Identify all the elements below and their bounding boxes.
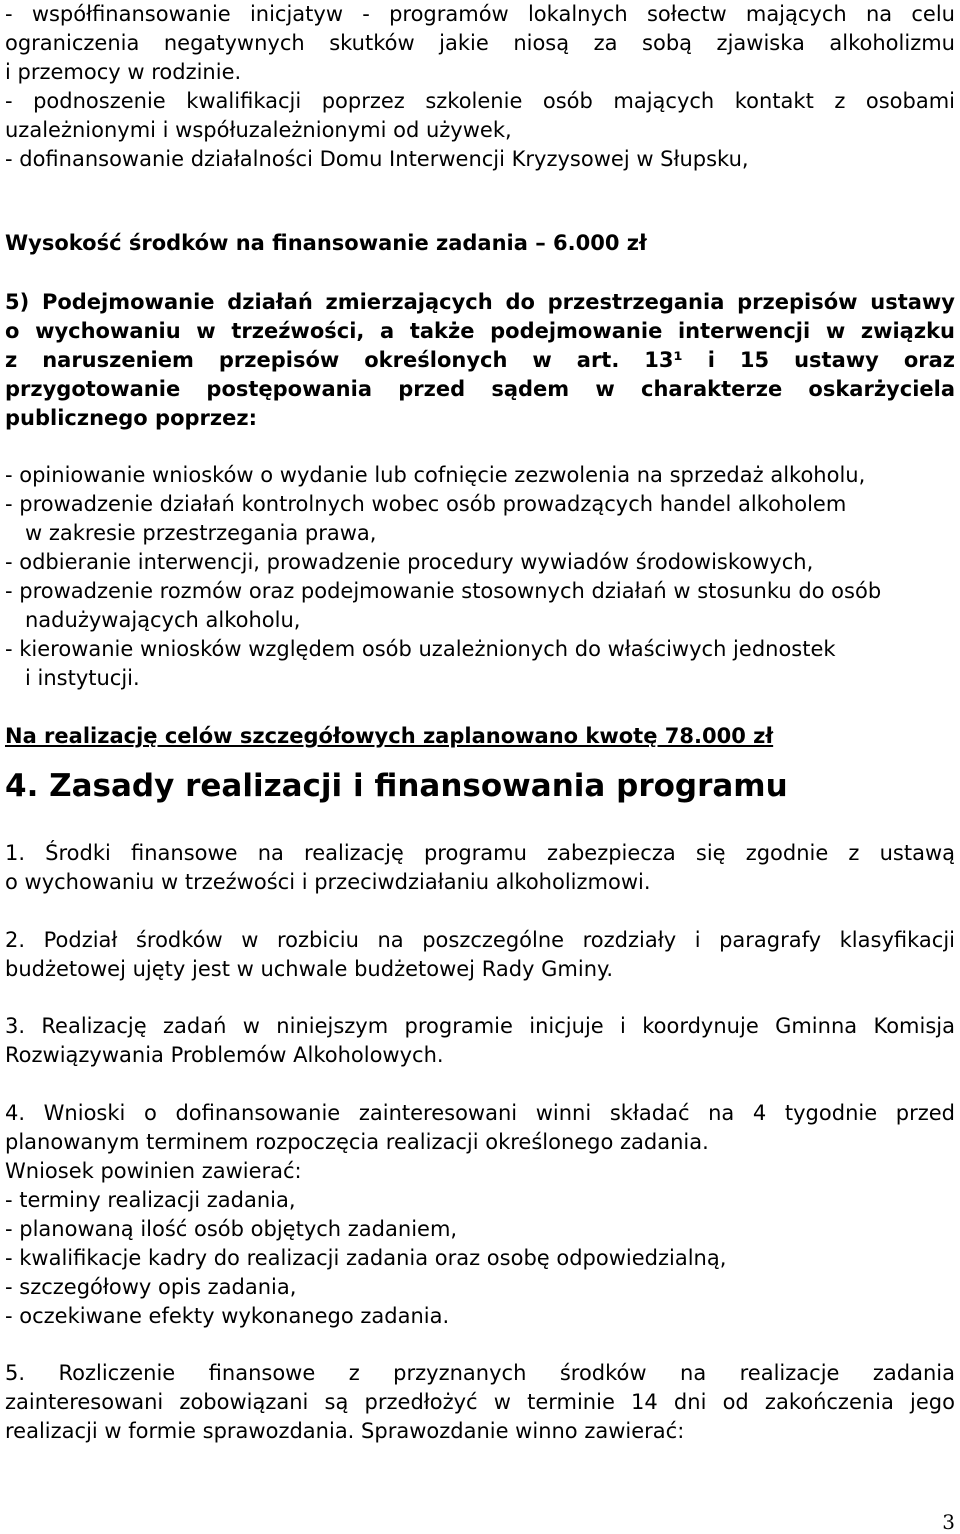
goals-amount: Na realizację celów szczegółowych zaplanowano kwotę 78.000 zł <box>5 724 774 748</box>
list-item: nadużywających alkoholu, <box>25 608 301 632</box>
text-line: - podnoszenie kwalifikacji poprzez szkolenie osób mających kontakt z osobami <box>5 89 955 113</box>
section-5-line: o wychowaniu w trzeźwości, a także podejmowanie interwencji w związku <box>5 319 955 343</box>
funding-amount: Wysokość środków na finansowanie zadania – 6.000 zł <box>5 231 647 255</box>
point-4-line: Wniosek powinien zawierać: <box>5 1159 302 1183</box>
point-5-line: zainteresowani zobowiązani są przedłożyć w terminie 14 dni od zakończenia jego <box>5 1390 955 1414</box>
point-2-line: 2. Podział środków w rozbiciu na poszczególne rozdziały i paragrafy klasyfikacji <box>5 928 955 952</box>
text-line: - dofinansowanie działalności Domu Interwencji Kryzysowej w Słupsku, <box>5 147 749 171</box>
point-4-line: - planowaną ilość osób objętych zadaniem, <box>5 1217 458 1241</box>
section-5-line: z naruszeniem przepisów określonych w art. 13¹ i 15 ustawy oraz <box>5 348 955 372</box>
point-1-line: o wychowaniu w trzeźwości i przeciwdziałaniu alkoholizmowi. <box>5 870 651 894</box>
point-4-line: - kwalifikacje kadry do realizacji zadania oraz osobę odpowiedzialną, <box>5 1246 727 1270</box>
page-number: 3 <box>942 1510 955 1534</box>
point-2-line: budżetowej ujęty jest w uchwale budżetowej Rady Gminy. <box>5 957 614 981</box>
list-item: - prowadzenie rozmów oraz podejmowanie stosownych działań w stosunku do osób <box>5 579 882 603</box>
point-5-line: realizacji w formie sprawozdania. Sprawozdanie winno zawierać: <box>5 1419 685 1443</box>
list-item: - kierowanie wniosków względem osób uzależnionych do właściwych jednostek <box>5 637 836 661</box>
list-item: - odbieranie interwencji, prowadzenie procedury wywiadów środowiskowych, <box>5 550 814 574</box>
point-3-line: 3. Realizację zadań w niniejszym programie inicjuje i koordynuje Gminna Komisja <box>5 1014 955 1038</box>
list-item: i instytucji. <box>25 666 140 690</box>
section-5-line: publicznego poprzez: <box>5 406 257 430</box>
point-4-line: - oczekiwane efekty wykonanego zadania. <box>5 1304 450 1328</box>
point-5-line: 5. Rozliczenie finansowe z przyznanych środków na realizacje zadania <box>5 1361 955 1385</box>
section-5-line: 5) Podejmowanie działań zmierzających do przestrzegania przepisów ustawy <box>5 290 955 314</box>
list-item: - opiniowanie wniosków o wydanie lub cofnięcie zezwolenia na sprzedaż alkoholu, <box>5 463 866 487</box>
list-item: w zakresie przestrzegania prawa, <box>25 521 377 545</box>
list-item: - prowadzenie działań kontrolnych wobec osób prowadzących handel alkoholem <box>5 492 847 516</box>
point-4-line: 4. Wnioski o dofinansowanie zainteresowani winni składać na 4 tygodnie przed <box>5 1101 955 1125</box>
text-line: uzależnionymi i współuzależnionymi od używek, <box>5 118 512 142</box>
point-4-line: - terminy realizacji zadania, <box>5 1188 296 1212</box>
point-4-line: - szczegółowy opis zadania, <box>5 1275 297 1299</box>
section-5-line: przygotowanie postępowania przed sądem w charakterze oskarżyciela <box>5 377 955 401</box>
point-4-line: planowanym terminem rozpoczęcia realizacji określonego zadania. <box>5 1130 709 1154</box>
text-line: i przemocy w rodzinie. <box>5 60 242 84</box>
point-3-line: Rozwiązywania Problemów Alkoholowych. <box>5 1043 444 1067</box>
text-line: - współfinansowanie inicjatyw - programów lokalnych sołectw mających na celu <box>5 2 955 26</box>
point-1-line: 1. Środki finansowe na realizację programu zabezpiecza się zgodnie z ustawą <box>5 841 955 865</box>
text-line: ograniczenia negatywnych skutków jakie niosą za sobą zjawiska alkoholizmu <box>5 31 955 55</box>
section-heading: 4. Zasady realizacji i finansowania programu <box>5 768 788 804</box>
